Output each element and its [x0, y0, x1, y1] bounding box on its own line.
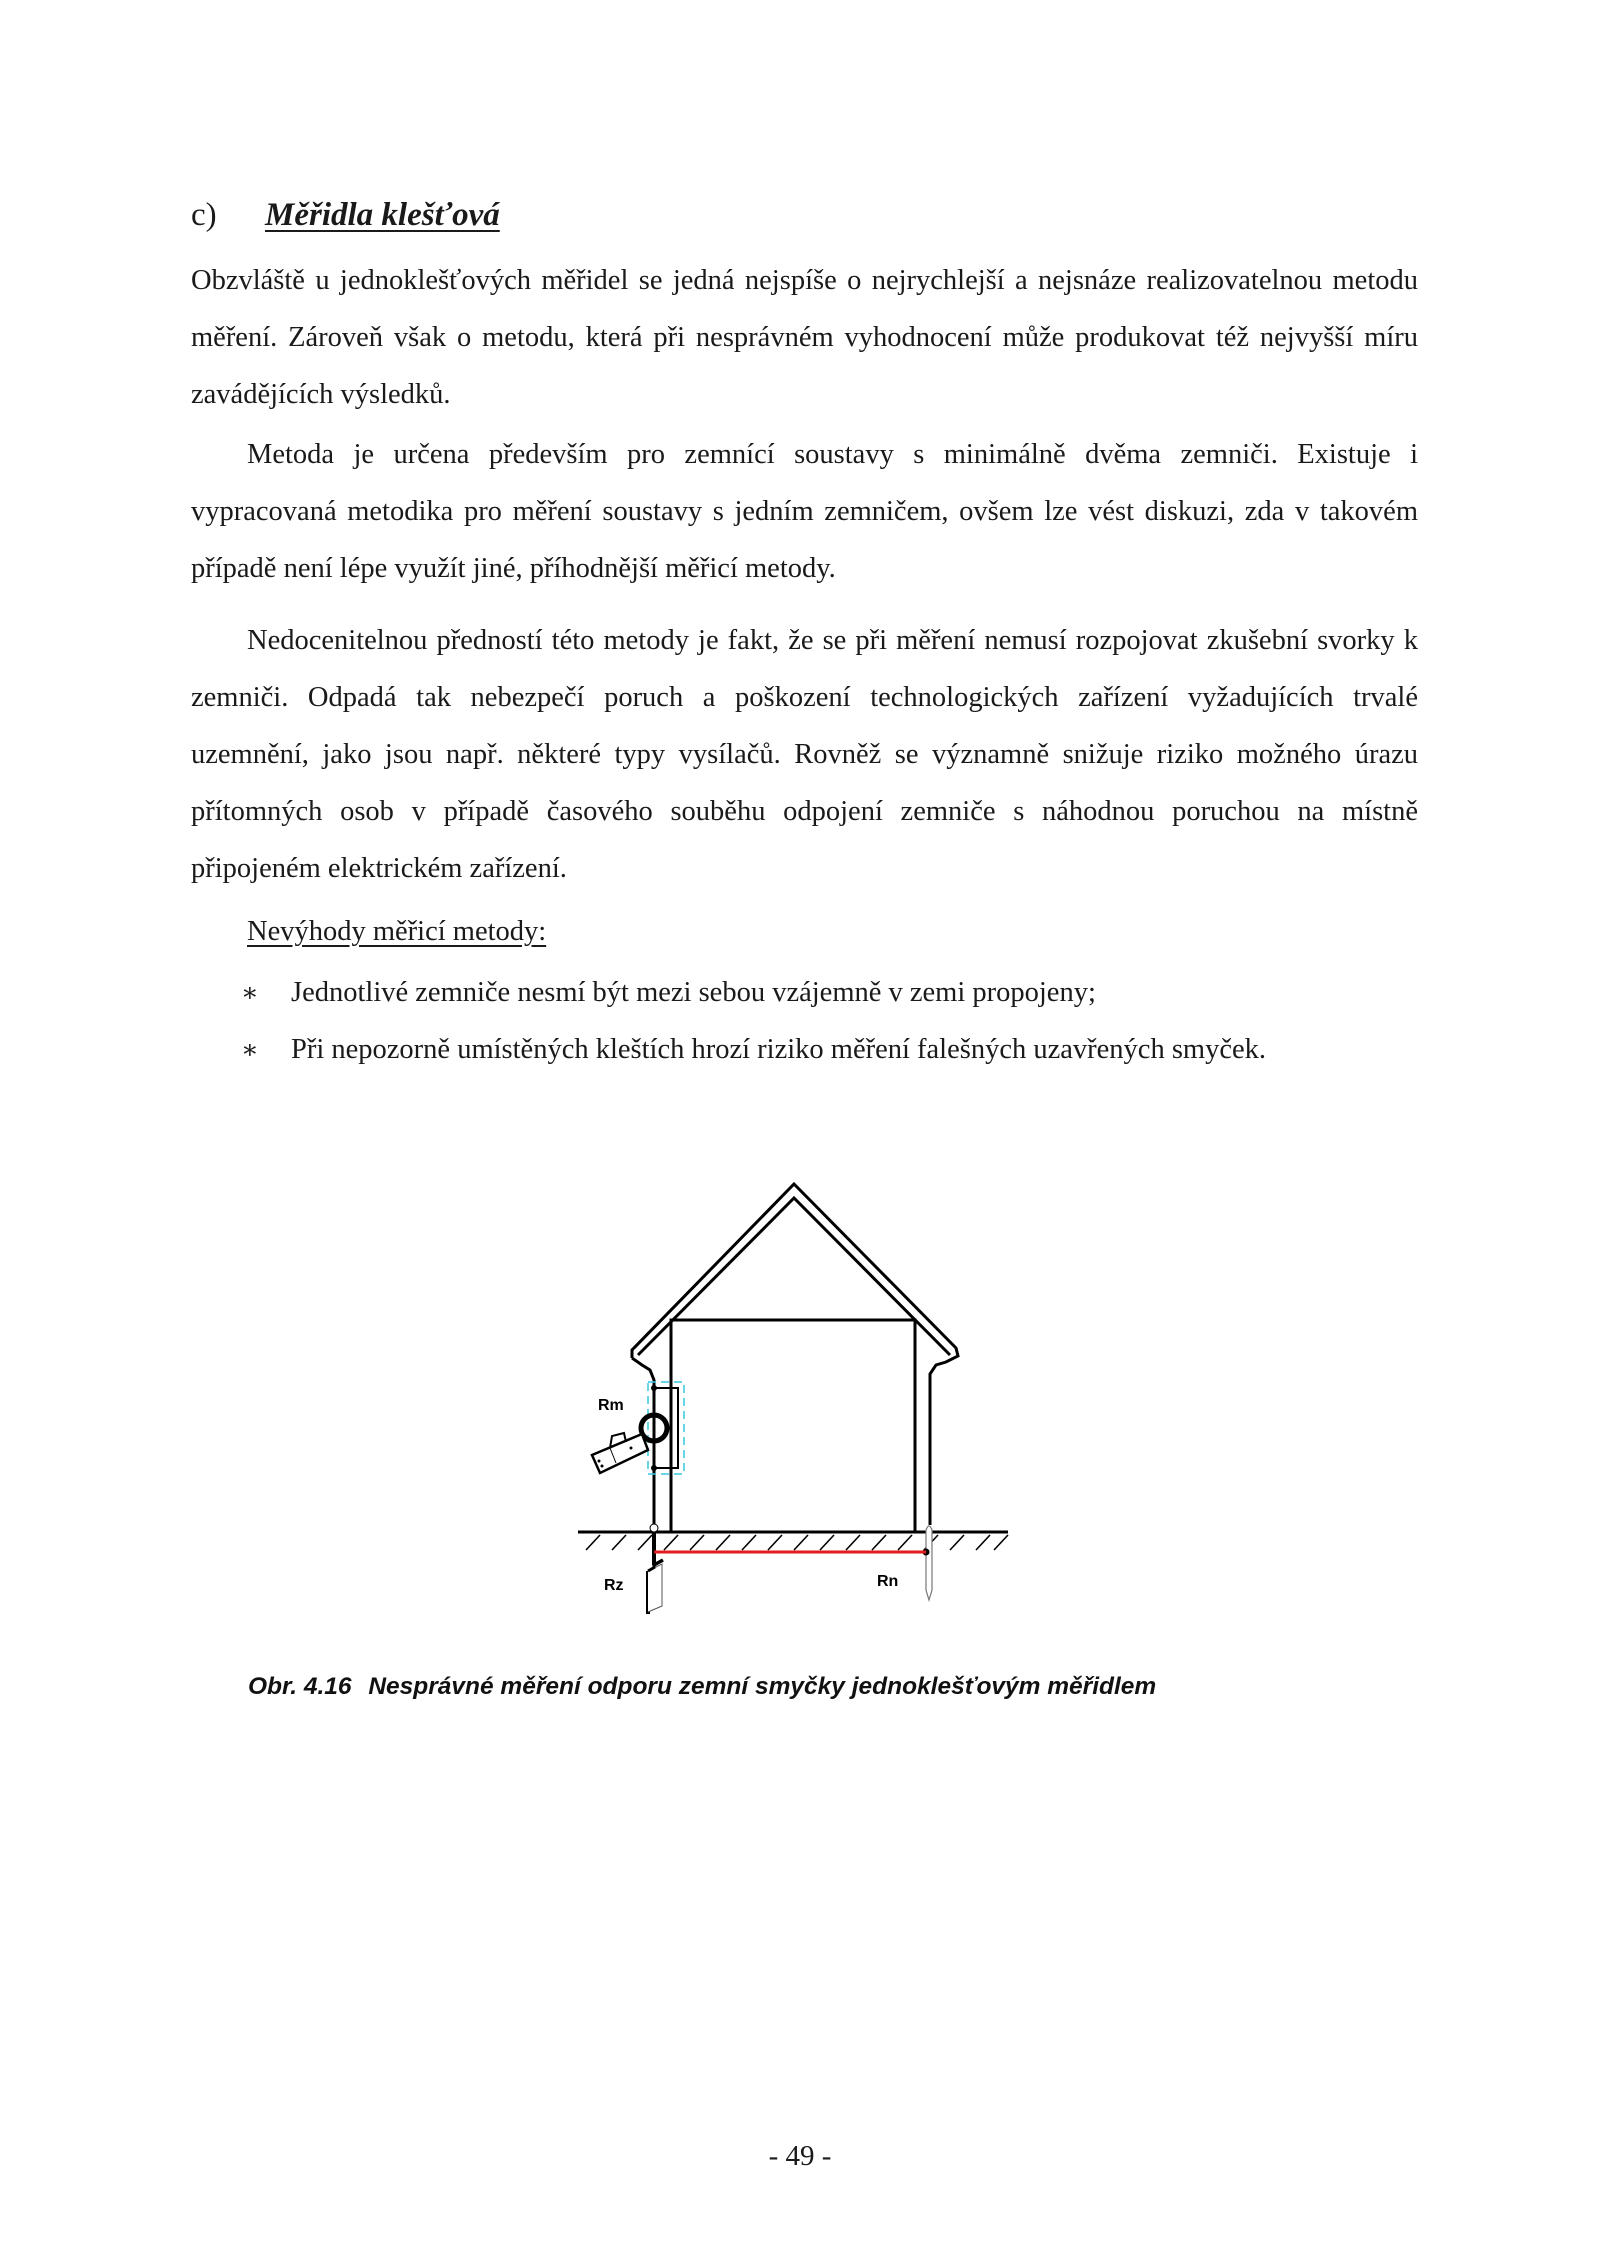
disadvantages-heading: Nevýhody měřicí metody: [247, 916, 547, 947]
paragraph: Obzvláště u jednoklešťových měřidel se jedná nejspíše o nejrychlejší a nejsnáze realizovatelnou metodu měření. Zároveň však o metodu, která při nesprávném vyhodnocení může produkovat též nejvyšší míru zavádějících výsledků. [191, 265, 1418, 410]
list-item-text: Při nepozorně umístěných kleštích hrozí riziko měření falešných uzavřených smyček. [291, 1034, 1266, 1065]
clamp-meter-icon [592, 1415, 667, 1473]
electrode-rz [648, 1532, 663, 1614]
section-title: Měřidla klešťová [265, 197, 500, 233]
list-item-text: Jednotlivé zemniče nesmí být mezi sebou vzájemně v zemi propojeny; [291, 977, 1096, 1008]
earthing-diagram [570, 1170, 1030, 1630]
disadvantages-list [191, 964, 1418, 1078]
bullet-asterisk-icon: ∗ [241, 1035, 259, 1064]
figure-caption-text: Nesprávné měření odporu zemní smyčky jednoklešťovým měřidlem [368, 1673, 1157, 1700]
section-heading [191, 190, 500, 240]
paragraph: Metoda je určena především pro zemnící soustavy s minimálně dvěma zemniči. Existuje i vypracovaná metodika pro měření soustavy s jedním zemničem, ovšem lze vést diskuzi, zda v takovém případě není lépe využít jiné, příhodnější měřicí metody. [191, 439, 1418, 584]
label-rz: Rz [604, 1577, 624, 1594]
electrode-rn [923, 1526, 933, 1600]
bullet-asterisk-icon: ∗ [241, 978, 259, 1007]
list-item [191, 1021, 1418, 1078]
paragraph: Nedocenitelnou předností této metody je fakt, že se při měření nemusí rozpojovat zkušební svorky k zemniči. Odpadá tak nebezpečí poruch a poškození technologických zařízení vyžadujících trvalé uzemnění, jako jsou např. některé typy vysílačů. Rovněž se významně snižuje riziko možného úrazu přítomných osob v případě časového souběhu odpojení zemniče s náhodnou poruchou na místně připojeném elektrickém zařízení. [191, 625, 1418, 884]
label-rm: Rm [598, 1397, 624, 1414]
page-number: - 49 - [768, 2140, 832, 2172]
ground-hatching [586, 1535, 1008, 1550]
label-rn: Rn [877, 1573, 899, 1590]
list-item [191, 964, 1418, 1021]
section-letter: c) [191, 197, 217, 233]
room-outline [671, 1320, 915, 1532]
figure-number: Obr. 4.16 [248, 1673, 352, 1700]
figure-caption [248, 1673, 1156, 1701]
roof-inner [638, 1198, 950, 1355]
